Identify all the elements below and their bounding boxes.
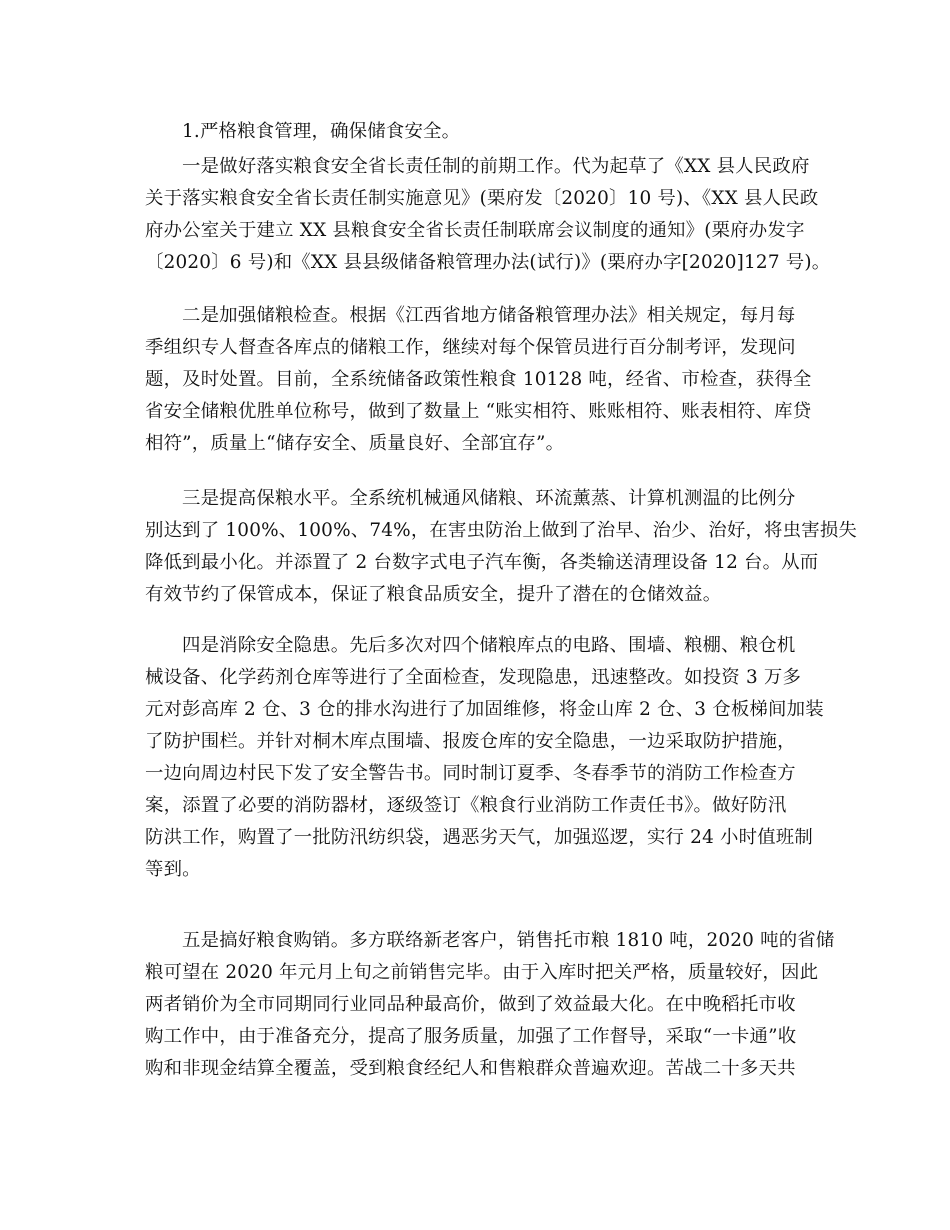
- paragraph-line: 元对彭高库 2 仓、3 仓的排水沟进行了加固维修，将金山库 2 仓、3 仓板梯间加装: [145, 699, 824, 720]
- paragraph-line: 五是搞好粮食购销。多方联络新老客户，销售托市粮 1810 吨，2020 吨的省储: [182, 930, 835, 951]
- paragraph-line: 省安全储粮优胜单位称号，做到了数量上 “账实相符、账账相符、账表相符、库贷: [145, 401, 812, 422]
- paragraph-line: 降低到最小化。并添置了 2 台数字式电子汽车衡，各类输送清理设备 12 台。从而: [145, 552, 819, 573]
- paragraph-2: [145, 300, 812, 460]
- paragraph-line: 防洪工作，购置了一批防汛纺织袋，遇恶劣天气，加强巡逻，实行 24 小时值班制: [145, 827, 813, 848]
- paragraph-line: 等到。: [145, 859, 201, 880]
- paragraph-line: 二是加强储粮检查。根据《江西省地方储备粮管理办法》相关规定，每月每: [182, 305, 796, 326]
- paragraph-line: 关于落实粮食安全省长责任制实施意见》(栗府发〔2020〕10 号)、《XX 县人民政: [145, 188, 819, 209]
- paragraph-line: 相符”，质量上“储存安全、质量良好、全部宜存”。: [145, 433, 565, 454]
- paragraph-line: 有效节约了保管成本，保证了粮食品质安全，提升了潜在的仓储效益。: [145, 584, 722, 605]
- section-heading: 1.严格粮食管理，确保储食安全。: [182, 121, 461, 142]
- paragraph-line: 粮可望在 2020 年元月上旬之前销售完毕。由于入库时把关严格，质量较好，因此: [145, 962, 819, 983]
- paragraph-line: 三是提高保粮水平。全系统机械通风储粮、环流薰蒸、计算机测温的比例分: [182, 488, 796, 509]
- paragraph-line: 购和非现金结算全覆盖，受到粮食经纪人和售粮群众普遍欢迎。苦战二十多天共: [145, 1058, 796, 1079]
- paragraph-line: 械设备、化学药剂仓库等进行了全面检查，发现隐患，迅速整改。如投资 3 万多: [145, 667, 802, 688]
- paragraph-line: 题，及时处置。目前，全系统储备政策性粮食 10128 吨，经省、市检查，获得全: [145, 369, 812, 390]
- paragraph-line: 府办公室关于建立 XX 县粮食安全省长责任制联席会议制度的通知》(栗府办发字: [145, 220, 805, 241]
- paragraph-line: 两者销价为全市同期同行业同品种最高价，做到了效益最大化。在中晚稻托市收: [145, 994, 796, 1015]
- paragraph-line: 一边向周边村民下发了安全警告书。同时制订夏季、冬春季节的消防工作检查方: [145, 763, 796, 784]
- paragraph-line: 案，添置了必要的消防器材，逐级签订《粮食行业消防工作责任书》。做好防汛: [145, 795, 787, 816]
- paragraph-3: [145, 483, 857, 611]
- paragraph-line: 季组织专人督查各库点的储粮工作，继续对每个保管员进行百分制考评，发现问: [145, 337, 796, 358]
- paragraph-line: 四是消除安全隐患。先后多次对四个储粮库点的电路、围墙、粮棚、粮仓机: [182, 635, 796, 656]
- paragraph-line: 〔2020〕6 号)和《XX 县县级储备粮管理办法(试行)》(栗府办字[2020]127 号)。: [145, 252, 831, 273]
- paragraph-line: 别达到了 100%、100%、74%，在害虫防治上做到了治早、治少、治好，将虫害损失: [145, 520, 857, 541]
- paragraph-5: [145, 925, 835, 1085]
- paragraph-line: 一是做好落实粮食安全省长责任制的前期工作。代为起草了《XX 县人民政府: [182, 156, 810, 177]
- section-heading-block: [145, 116, 807, 148]
- paragraph-line: 了防护围栏。并针对桐木库点围墙、报废仓库的安全隐患，一边采取防护措施，: [145, 731, 796, 752]
- paragraph-4: [145, 630, 824, 886]
- paragraph-1: [145, 151, 831, 279]
- paragraph-line: 购工作中，由于准备充分，提高了服务质量，加强了工作督导，采取“一卡通”收: [145, 1026, 797, 1047]
